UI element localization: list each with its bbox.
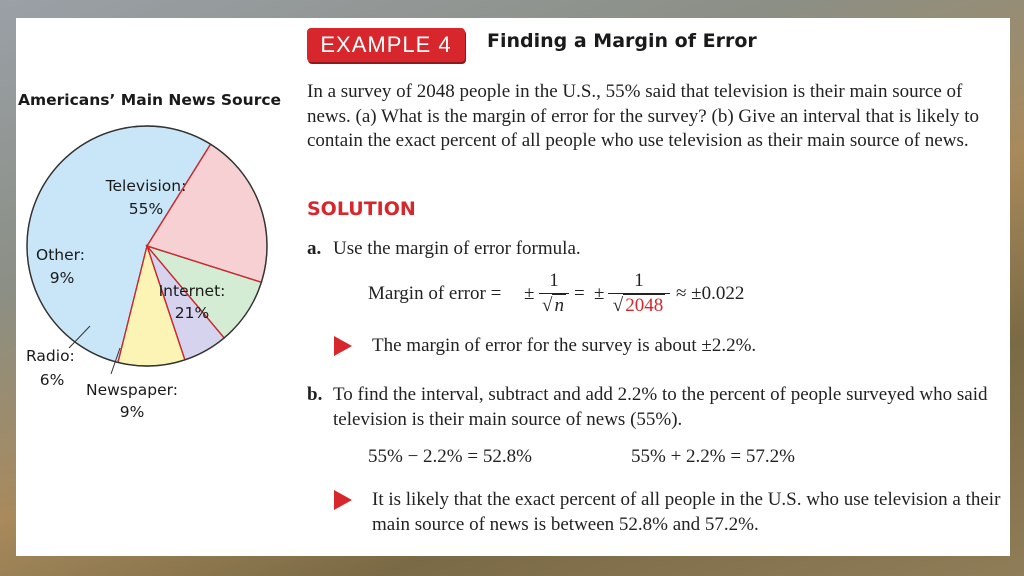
part-a-text: Use the margin of error formula.: [333, 238, 581, 259]
pie-chart: [16, 18, 306, 556]
pie-value-other: 9%: [49, 269, 75, 287]
conclusion-arrow-icon: [334, 336, 352, 356]
formula-result: ≈ ±0.022: [676, 283, 745, 304]
example-title: Finding a Margin of Error: [487, 30, 757, 52]
solution-heading: SOLUTION: [307, 198, 416, 220]
formula-fraction-2048: 1 √ 2048: [608, 270, 670, 317]
formula-label: Margin of error =: [368, 283, 502, 304]
pie-label-television: Television:: [105, 177, 187, 195]
pie-value-television: 55%: [128, 200, 164, 218]
part-b-conclusion: It is likely that the exact percent of all people in the U.S. who use television a their main source of news is between 52.8% and 57.2%.: [372, 489, 1001, 535]
problem-statement: In a survey of 2048 people in the U.S., 55% said that television is their main source of news. (a) What is the margin of error for the survey? (b) Give an interval that is likely to contain the exact percent of all people who use television as their main source of news.: [307, 81, 980, 151]
pie-value-radio: 6%: [39, 371, 65, 389]
part-a-letter: a.: [307, 238, 322, 259]
margin-of-error-formula: [368, 270, 788, 326]
interval-upper-calc: 55% + 2.2% = 57.2%: [631, 446, 795, 467]
part-b-letter: b.: [307, 384, 323, 405]
formula-plus-minus-2: ±: [594, 283, 605, 304]
pie-value-internet: 21%: [174, 304, 210, 322]
formula-equals: =: [574, 283, 585, 304]
pie-label-internet: Internet:: [158, 282, 226, 300]
formula-fraction-n: 1 √ n: [539, 270, 569, 317]
textbook-page: [16, 18, 1010, 556]
pie-value-newspaper: 9%: [119, 403, 145, 421]
interval-lower-calc: 55% − 2.2% = 52.8%: [368, 446, 532, 467]
part-b-text: To find the interval, subtract and add 2.2% to the percent of people surveyed who said television is their main source of news (55%).: [333, 384, 988, 430]
example-badge: EXAMPLE 4: [307, 28, 465, 62]
chart-title: Americans’ Main News Source: [18, 91, 282, 109]
conclusion-arrow-icon-2: [334, 490, 352, 510]
formula-plus-minus: ±: [524, 283, 535, 304]
part-a-conclusion: The margin of error for the survey is about ±2.2%.: [372, 335, 757, 356]
pie-label-radio: Radio:: [26, 347, 75, 365]
pie-label-other: Other:: [36, 246, 85, 264]
pie-label-newspaper: Newspaper:: [86, 381, 178, 399]
